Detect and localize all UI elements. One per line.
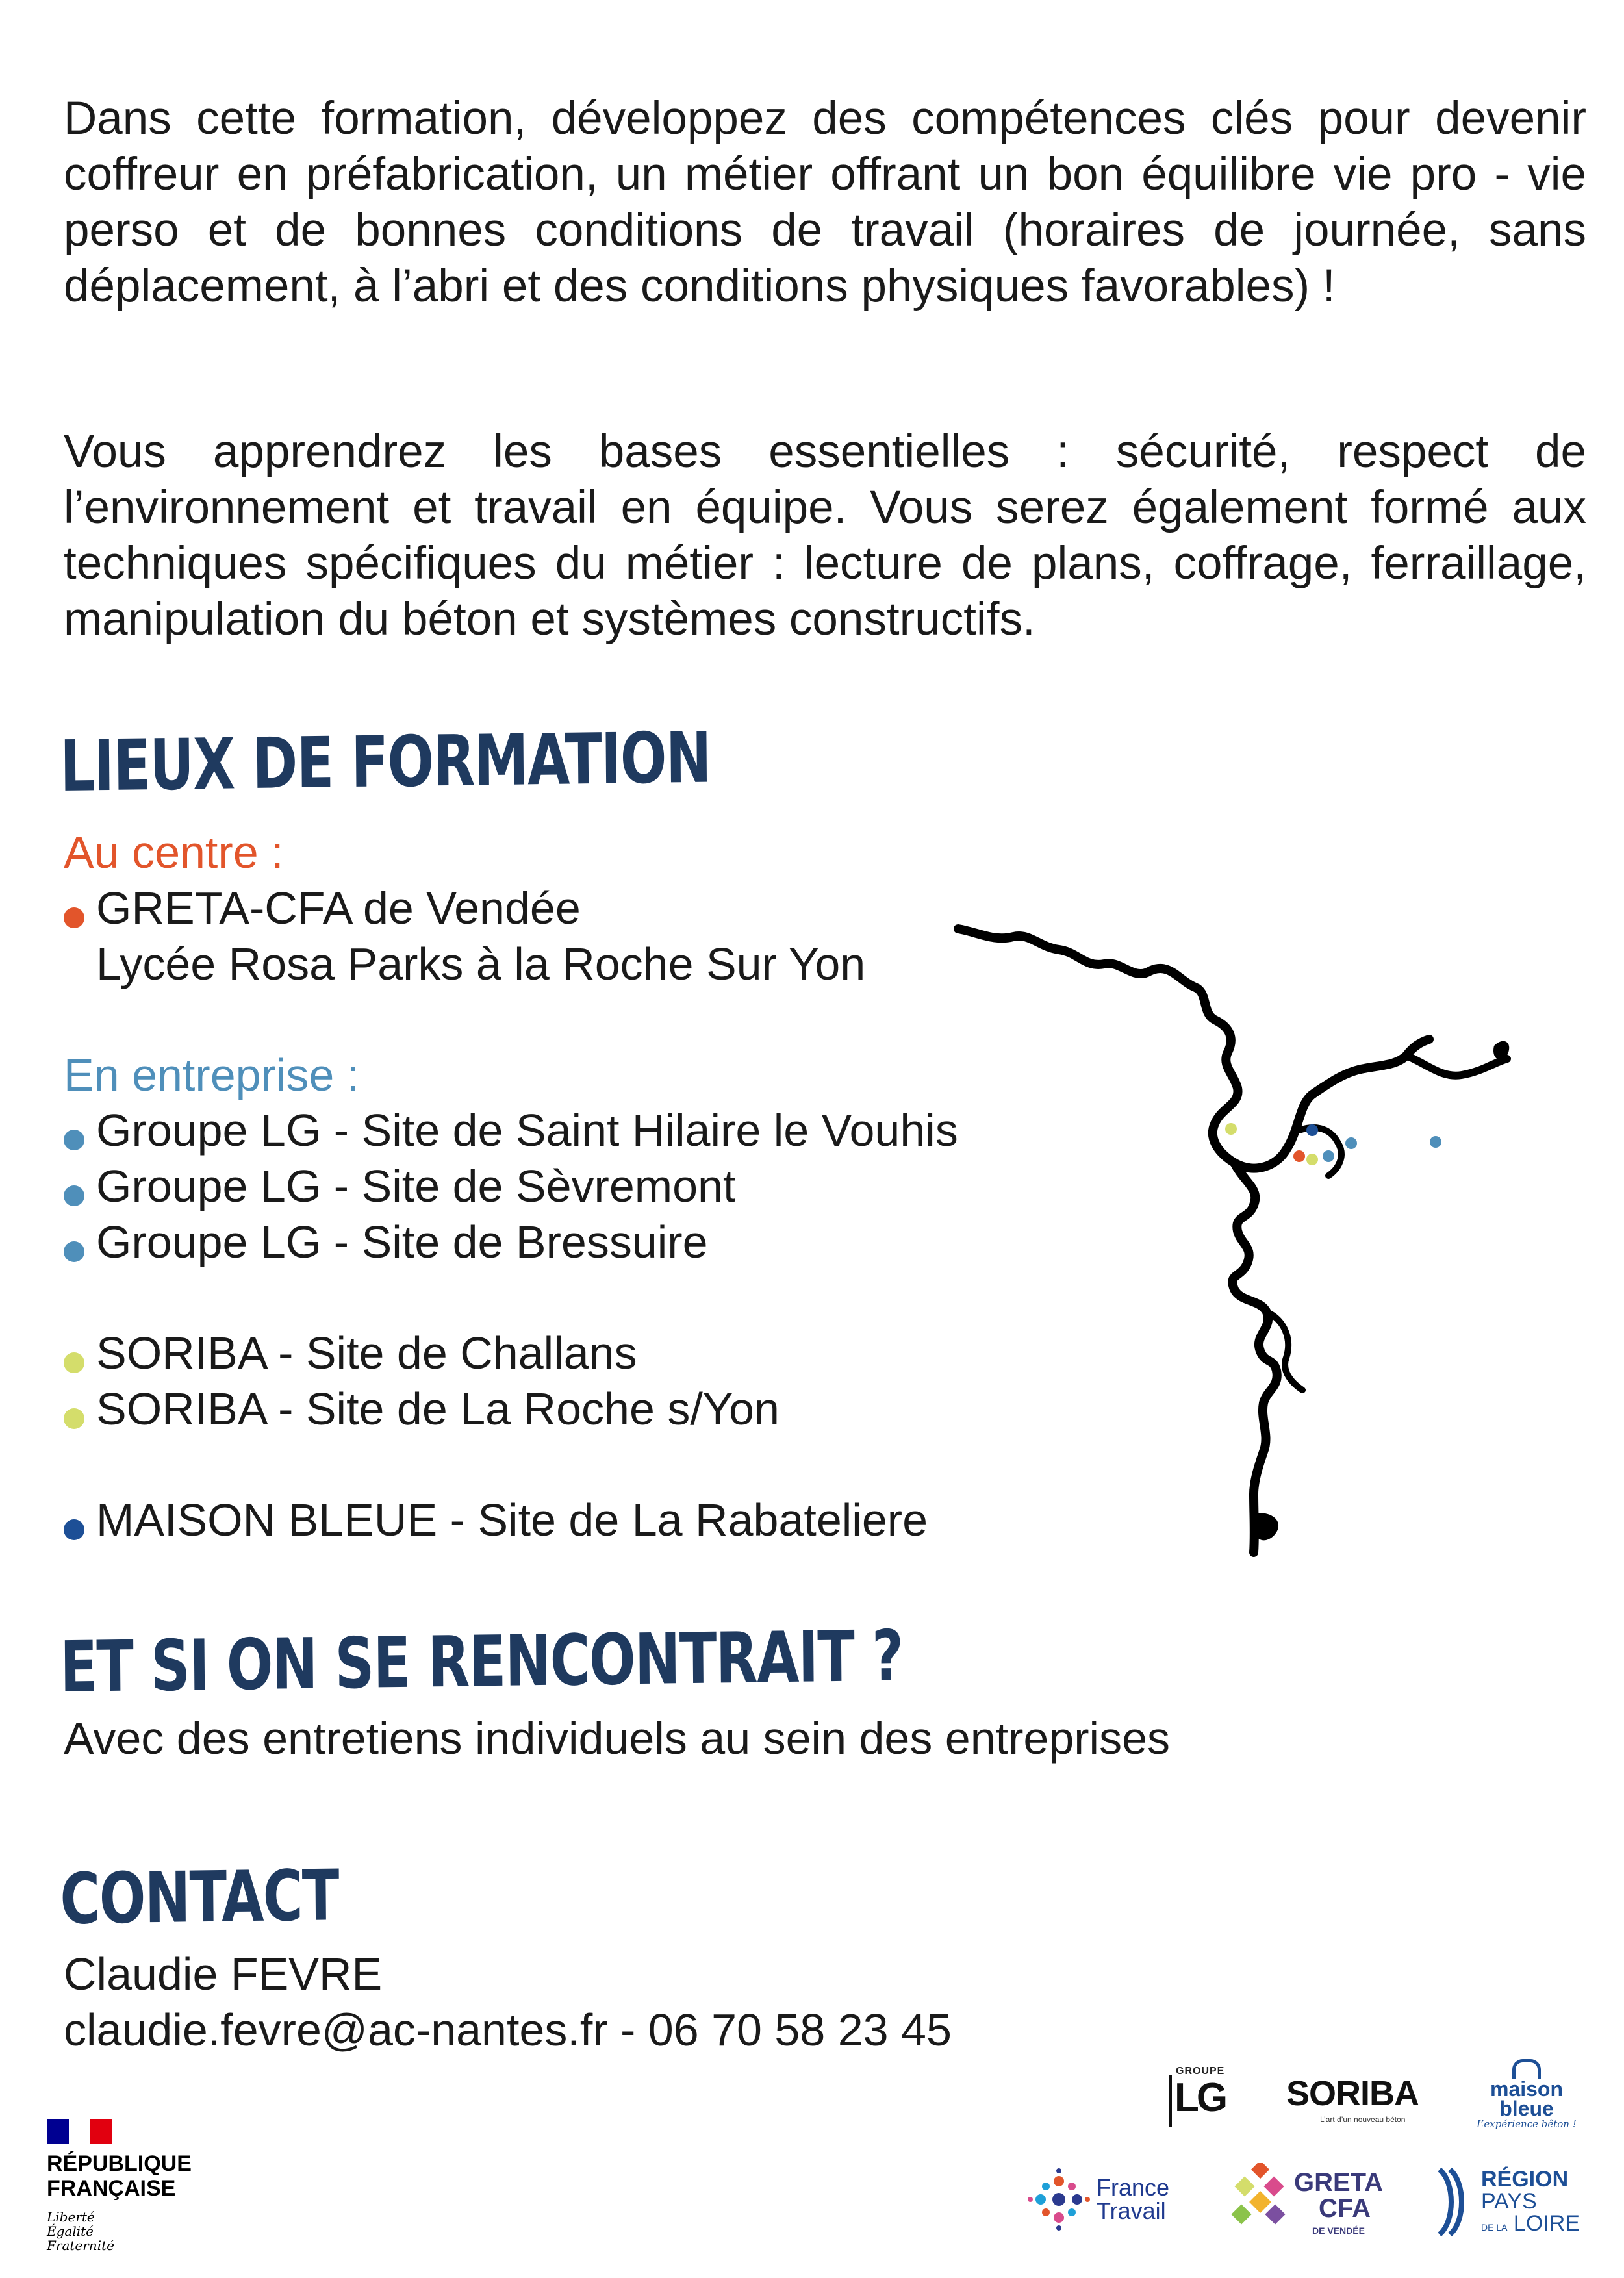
map-dot-lg: [1430, 1136, 1441, 1148]
soriba-bullet-icon: [64, 1408, 84, 1429]
site-lg-3: Groupe LG - Site de Bressuire: [96, 1217, 708, 1267]
intro-paragraph-1: Dans cette formation, développez des compétences clés pour devenir coffreur en préfabrication, un métier offrant un bon équilibre vie pro - vie perso et de bonnes conditions de travail (horaires de journée, sans déplacement, à l’abri et des conditions physiques favorables) !: [64, 93, 1586, 312]
contact-name: Claudie FEVRE: [64, 1949, 383, 1999]
maison-tagline: L’expérience bêton !: [1477, 2118, 1577, 2130]
greta-squares-icon: [1228, 2163, 1293, 2241]
site-soriba-2: SORIBA - Site de La Roche s/Yon: [96, 1384, 780, 1434]
rf-line-1: RÉPUBLIQUE: [47, 2151, 192, 2176]
rencontre-text: Avec des entretiens individuels au sein des entreprises: [64, 1713, 1171, 1764]
contact-heading: CONTACT: [60, 1855, 339, 1940]
river-sevre-outline: [1232, 1163, 1277, 1552]
france-travail-logo: [1026, 2167, 1182, 2238]
greta-line-2: CFA: [1319, 2194, 1371, 2223]
soriba-logo: [1286, 2073, 1442, 2132]
maison-bleue-bullet-icon: [64, 1519, 84, 1540]
rf-line-2: FRANÇAISE: [47, 2176, 176, 2201]
river-east-outline: [1406, 1056, 1507, 1076]
maison-bleue-logo: [1475, 2059, 1579, 2140]
map-dot-greta: [1293, 1150, 1305, 1162]
soriba-text: SORIBA: [1286, 2074, 1419, 2113]
map-dot-soriba: [1225, 1123, 1237, 1135]
contact-details[interactable]: claudie.fevre@ac-nantes.fr - 06 70 58 23 45: [64, 2005, 952, 2055]
centre-line-1: GRETA-CFA de Vendée: [96, 883, 581, 933]
region-pays-de-la-loire-logo: [1436, 2163, 1592, 2247]
region-line-3: DE LA: [1481, 2222, 1508, 2233]
vendee-map-illustration: [948, 909, 1598, 1572]
lieux-heading: LIEUX DE FORMATION: [60, 717, 711, 807]
region-arcs-icon: [1436, 2163, 1475, 2241]
site-soriba-1: SORIBA - Site de Challans: [96, 1328, 637, 1378]
site-lg-2: Groupe LG - Site de Sèvremont: [96, 1161, 736, 1211]
river-loire-outline: [958, 929, 1429, 1169]
centre-label: Au centre :: [64, 827, 284, 878]
centre-line-2: Lycée Rosa Parks à la Roche Sur Yon: [96, 939, 866, 989]
republique-francaise-logo: [47, 2119, 216, 2262]
house-icon: [1512, 2059, 1541, 2079]
map-dot-lg: [1345, 1137, 1357, 1149]
map-dot-lg: [1323, 1150, 1334, 1162]
maison-line-1: maison: [1490, 2077, 1564, 2101]
lg-big-text: LG: [1174, 2075, 1226, 2120]
rf-egalite: Égalité: [47, 2223, 94, 2239]
maison-line-2: bleue: [1499, 2097, 1554, 2120]
france-travail-dots-icon: [1026, 2167, 1091, 2232]
france-travail-line-2: Travail: [1097, 2197, 1166, 2224]
soriba-tagline: L’art d’un nouveau béton: [1320, 2115, 1406, 2124]
site-maison-bleue-1: MAISON BLEUE - Site de La Rabateliere: [96, 1495, 928, 1545]
rf-fraternite: Fraternité: [47, 2238, 114, 2253]
site-lg-1: Groupe LG - Site de Saint Hilaire le Vouhis: [96, 1105, 958, 1156]
entreprise-label: En entreprise :: [64, 1050, 360, 1100]
soriba-bullet-icon: [64, 1352, 84, 1373]
lg-bullet-icon: [64, 1185, 84, 1206]
greta-line-3: DE VENDÉE: [1312, 2225, 1365, 2236]
region-line-4: LOIRE: [1513, 2211, 1580, 2236]
region-line-1: RÉGION: [1481, 2167, 1569, 2192]
greta-line-1: GRETA: [1294, 2168, 1384, 2197]
river-branch-2: [1267, 1312, 1302, 1390]
marianne-flag-icon: [47, 2119, 112, 2144]
map-blob: [1254, 1513, 1278, 1540]
rencontre-heading: ET SI ON SE RENCONTRAIT ?: [60, 1615, 903, 1708]
lg-small-text: GROUPE: [1176, 2066, 1225, 2077]
lg-bullet-icon: [64, 1241, 84, 1262]
france-travail-line-1: France: [1097, 2174, 1170, 2201]
groupe-lg-logo: [1169, 2066, 1241, 2137]
region-line-2: PAYS: [1481, 2189, 1537, 2214]
river-branch-1: [1299, 1128, 1341, 1176]
intro-paragraph-2: Vous apprendrez les bases essentielles : sécurité, respect de l’environnement et travail en équipe. Vous serez également formé aux techniques spécifiques du métier : lecture de plans, coffrage, ferraillage, manipulation du béton et systèmes constructifs.: [64, 426, 1586, 645]
greta-cfa-logo: [1228, 2157, 1390, 2247]
map-dot-soriba: [1306, 1154, 1318, 1165]
lg-bullet-icon: [64, 1130, 84, 1150]
map-dot-maison-bleue: [1306, 1124, 1318, 1136]
centre-bullet-icon: [64, 907, 84, 928]
rf-liberte: Liberté: [47, 2209, 95, 2225]
